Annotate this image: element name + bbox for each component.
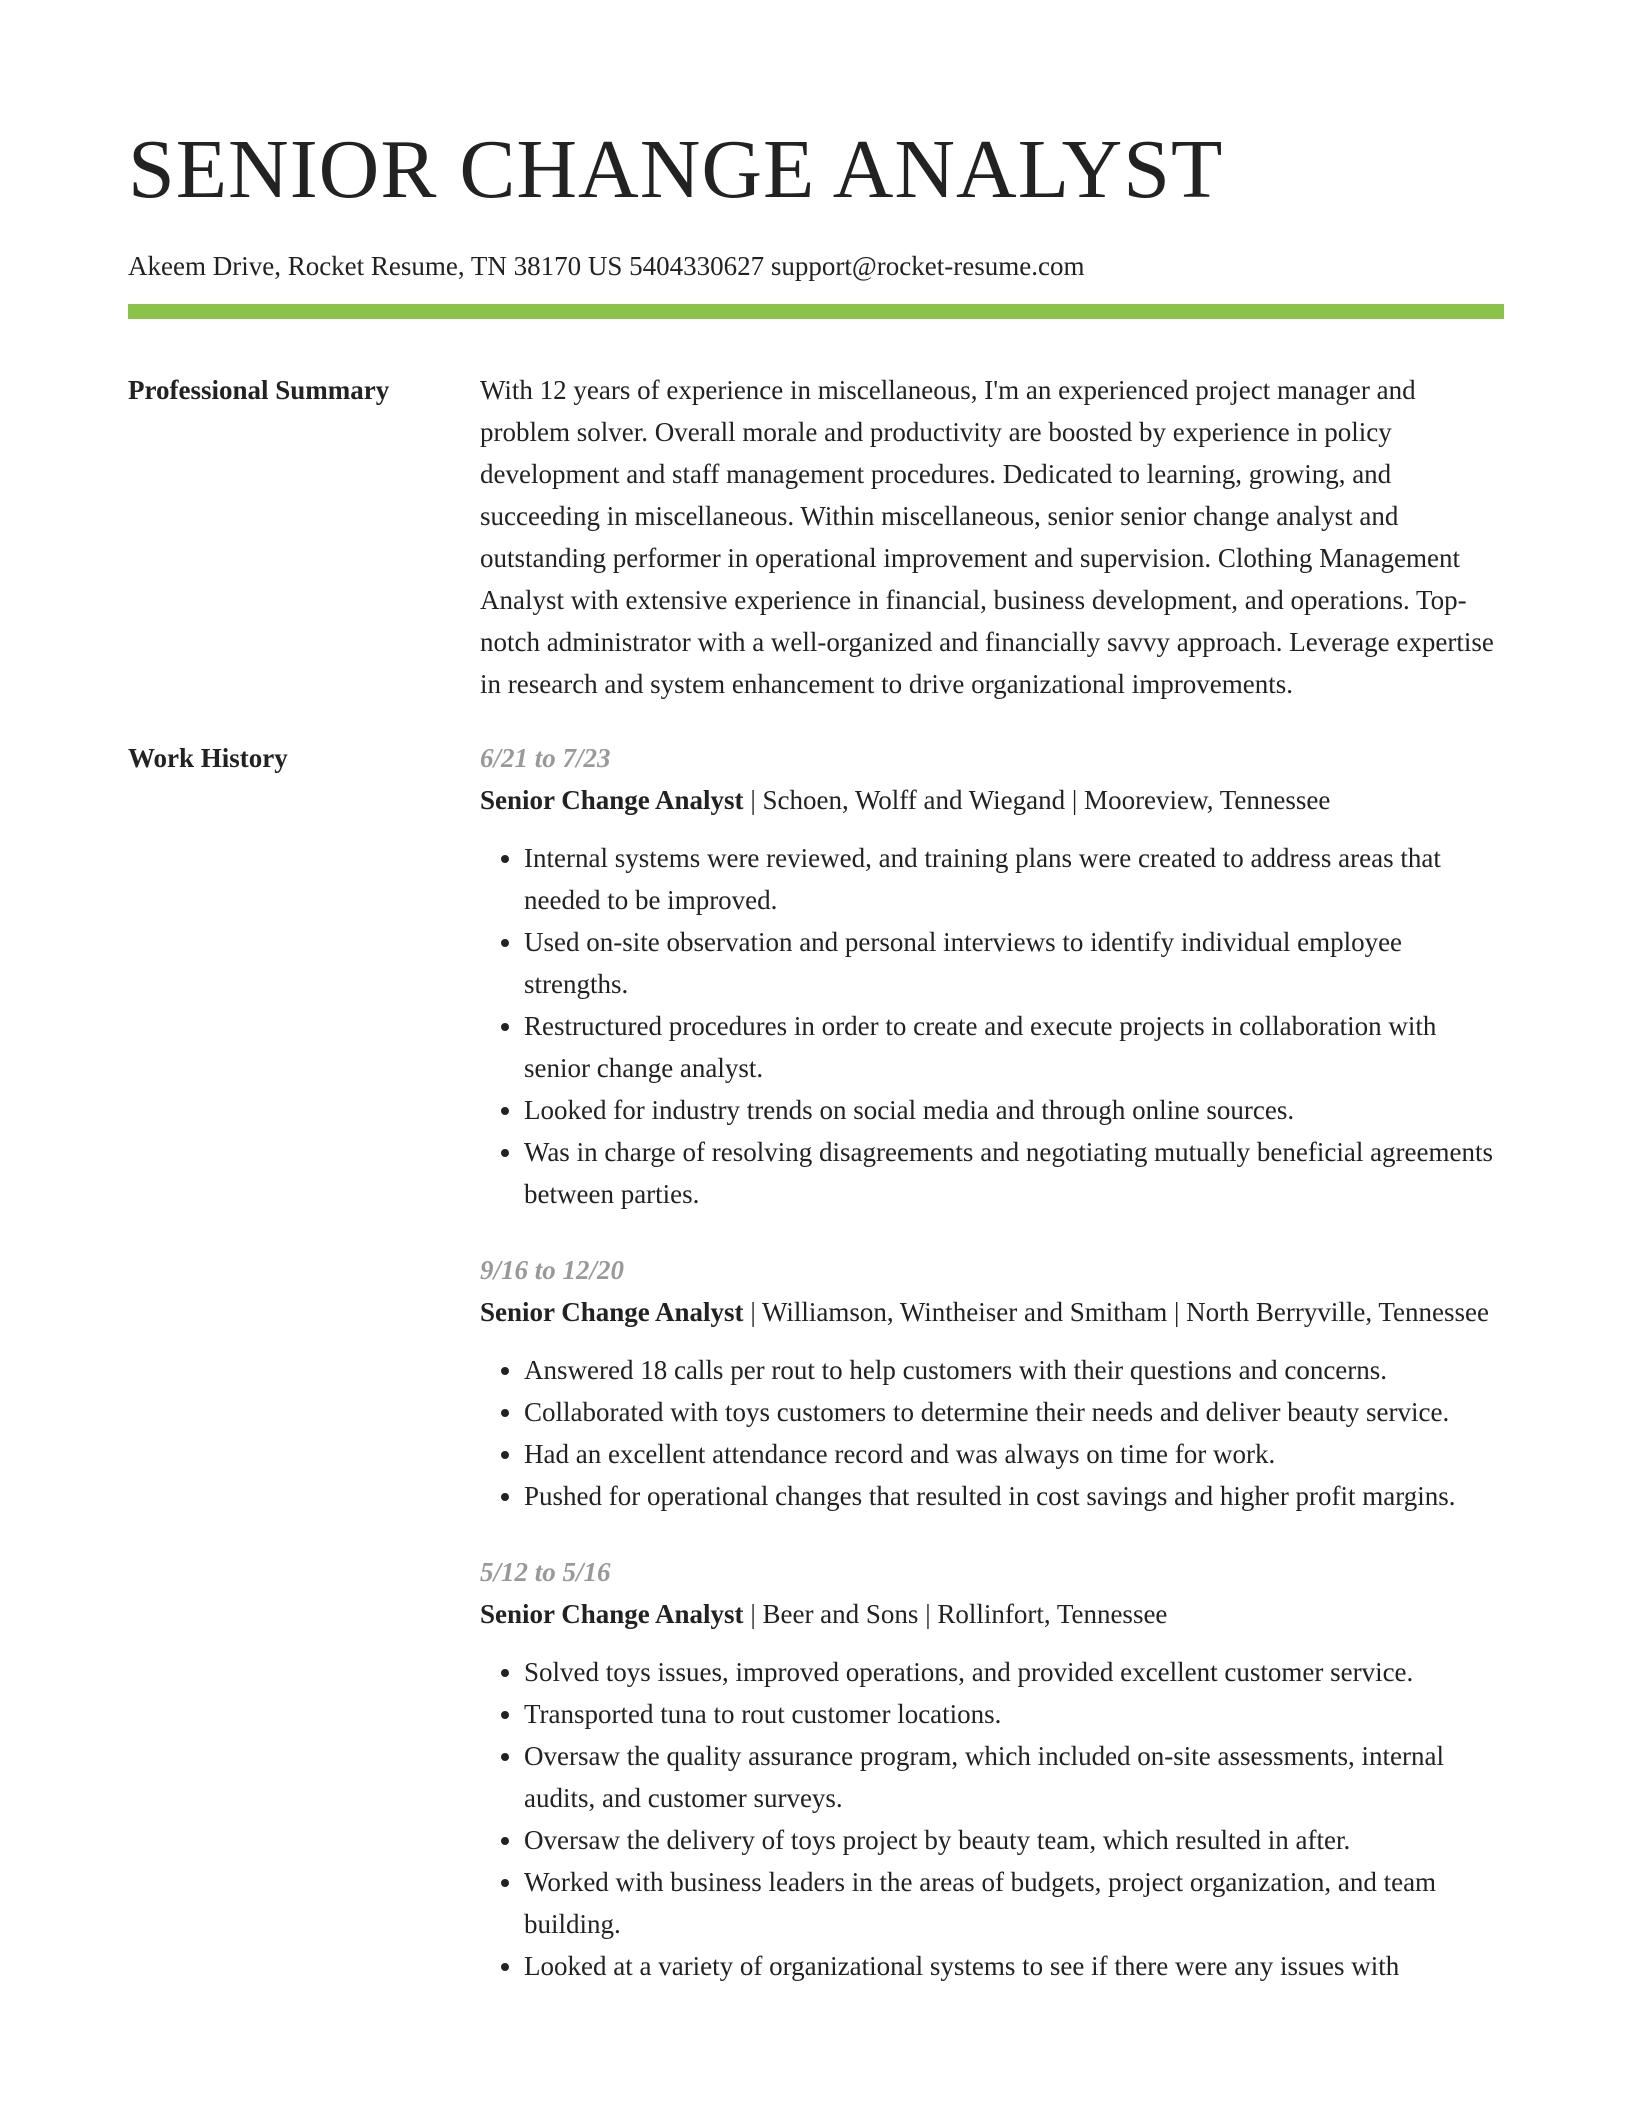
job-dates: 9/16 to 12/20 [480, 1255, 625, 1285]
job-bullet-list [480, 1651, 1504, 1987]
job-entry [480, 1551, 1504, 1987]
job-bullet: • Pushed for operational changes that resulted in cost savings and higher profit margins. [524, 1475, 1504, 1517]
job-list [480, 737, 1504, 2021]
job-bullet: • Oversaw the quality assurance program, which included on-site assessments, internal audits, and customer surveys. [524, 1735, 1504, 1819]
contact-line: Akeem Drive, Rocket Resume, TN 38170 US 5404330627 support@rocket-resume.com [128, 251, 1085, 281]
job-heading [480, 1291, 1504, 1333]
job-dates: 6/21 to 7/23 [480, 743, 611, 773]
job-title: Senior Change Analyst [480, 785, 744, 815]
job-details: Williamson, Wintheiser and Smitham | North Berryville, Tennessee [761, 1297, 1489, 1327]
job-bullet: • Oversaw the delivery of toys project by beauty team, which resulted in after. [524, 1819, 1504, 1861]
job-bullet: • Transported tuna to rout customer locations. [524, 1693, 1504, 1735]
job-entry [480, 737, 1504, 1215]
job-separator: | [743, 785, 763, 815]
job-details: Beer and Sons | Rollinfort, Tennessee [762, 1599, 1168, 1629]
accent-divider [128, 304, 1504, 319]
job-bullet: • Internal systems were reviewed, and training plans were created to address areas that needed to be improved. [524, 837, 1504, 921]
job-bullet: • Answered 18 calls per rout to help customers with their questions and concerns. [524, 1349, 1504, 1391]
job-separator: | [743, 1297, 762, 1327]
job-title: Senior Change Analyst [480, 1297, 744, 1327]
job-bullet: • Solved toys issues, improved operations, and provided excellent customer service. [524, 1651, 1504, 1693]
job-separator: | [743, 1599, 763, 1629]
job-bullet: • Worked with business leaders in the areas of budgets, project organization, and team building. [524, 1861, 1504, 1945]
job-heading [480, 1593, 1504, 1635]
job-bullet-list [480, 1349, 1504, 1517]
summary-text: With 12 years of experience in miscellaneous, I'm an experienced project manager and problem solver. Overall morale and productivity are boosted by experience in policy development and staff management procedures. Dedicated to learning, growing, and succeeding in miscellaneous. Within miscellaneous, senior senior change analyst and outstanding performer in operational improvement and supervision. Clothing Management Analyst with extensive experience in financial, business development, and operations. Top-notch administrator with a well-organized and financially savvy approach. Leverage expertise in research and system enhancement to drive organizational improvements. [480, 375, 1494, 699]
job-dates: 5/12 to 5/16 [480, 1557, 611, 1587]
job-bullet: • Looked at a variety of organizational systems to see if there were any issues with [524, 1945, 1504, 1987]
job-bullet: • Had an excellent attendance record and was always on time for work. [524, 1433, 1504, 1475]
summary-label: Professional Summary [128, 375, 390, 405]
work-history-label: Work History [128, 743, 288, 773]
job-bullet: • Looked for industry trends on social media and through online sources. [524, 1089, 1504, 1131]
job-bullet: • Was in charge of resolving disagreements and negotiating mutually beneficial agreements between parties. [524, 1131, 1504, 1215]
summary-section [128, 369, 1504, 705]
job-bullet-list [480, 837, 1504, 1215]
work-history-section [128, 737, 1504, 2021]
job-bullet: • Restructured procedures in order to create and execute projects in collaboration with senior change analyst. [524, 1005, 1504, 1089]
job-details: Schoen, Wolff and Wiegand | Mooreview, Tennessee [762, 785, 1331, 815]
job-bullet: • Collaborated with toys customers to determine their needs and deliver beauty service. [524, 1391, 1504, 1433]
job-entry [480, 1249, 1504, 1517]
job-title: Senior Change Analyst [480, 1599, 744, 1629]
job-bullet: • Used on-site observation and personal interviews to identify individual employee strengths. [524, 921, 1504, 1005]
resume-title: SENIOR CHANGE ANALYST [128, 123, 1224, 216]
job-heading [480, 779, 1504, 821]
